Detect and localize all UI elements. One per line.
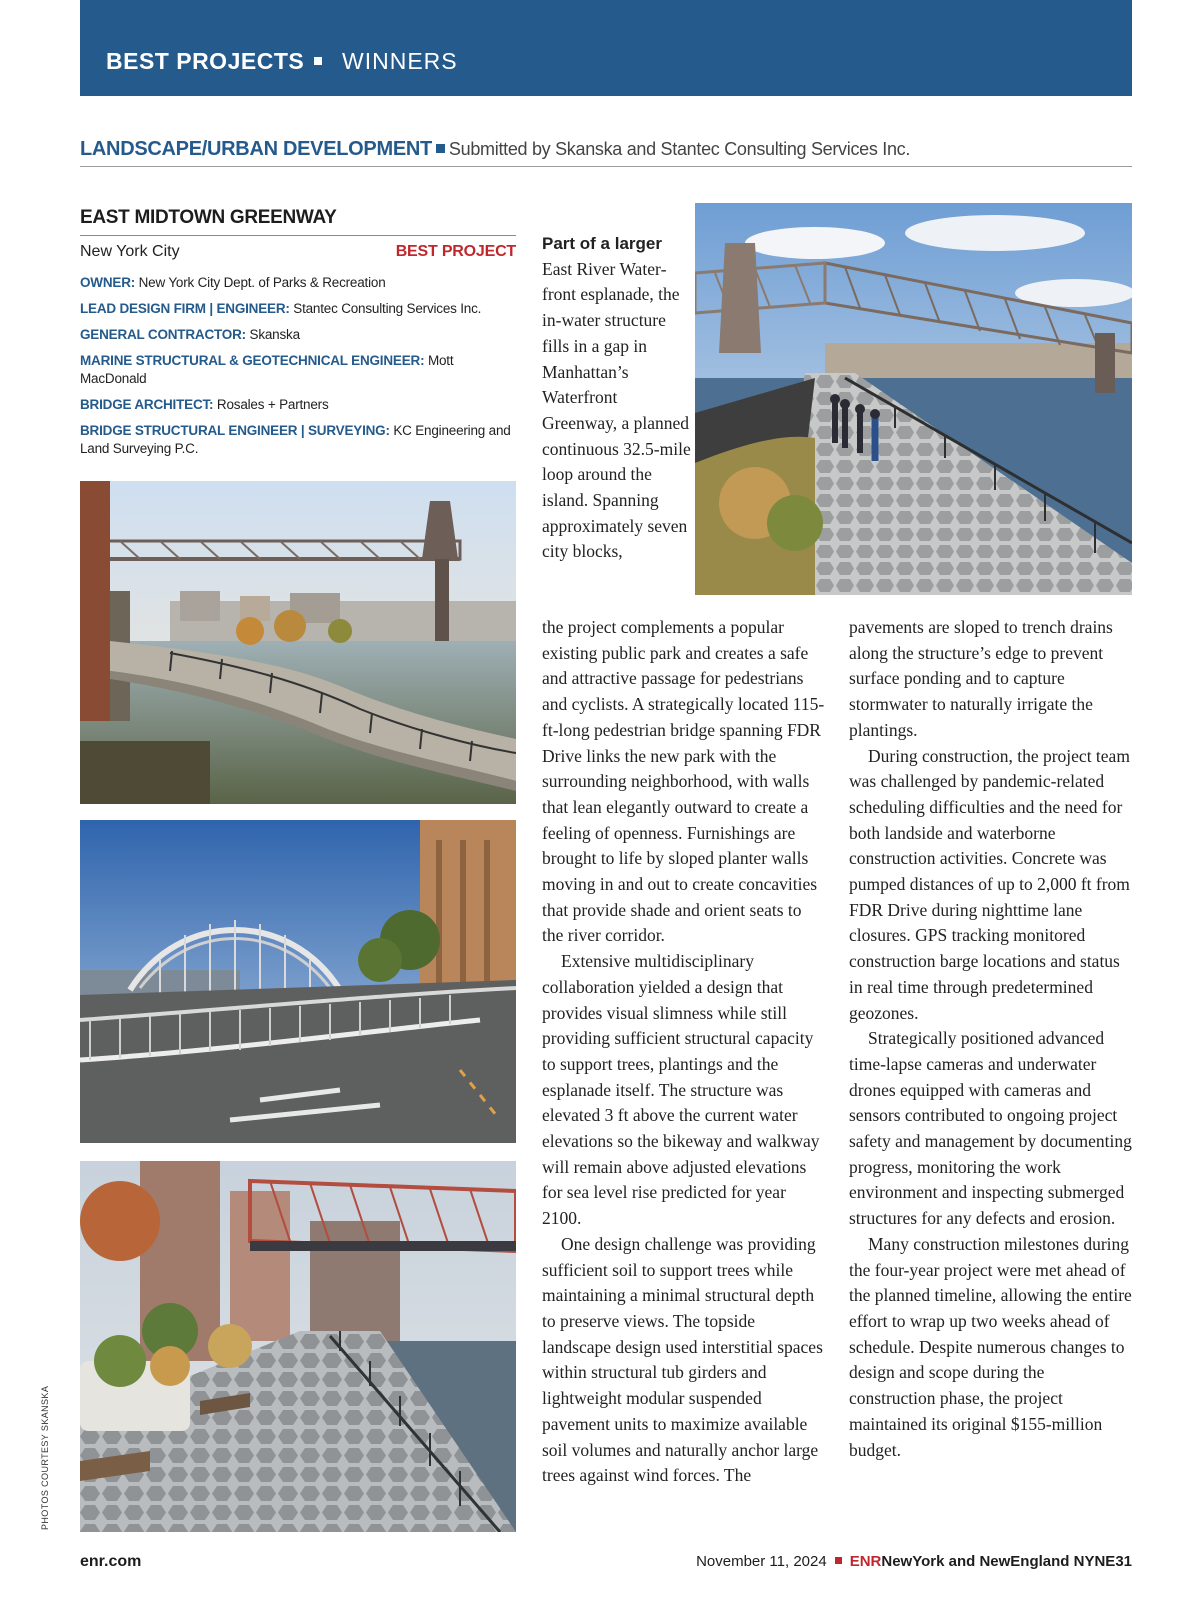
section-title: BEST PROJECTS [106, 48, 305, 74]
photo-credit: PHOTOS COURTESY SKANSKA [40, 1385, 50, 1530]
photo-paved-walkway [80, 1161, 516, 1532]
section-banner [80, 0, 1132, 96]
credit-item [80, 274, 516, 292]
best-project-badge: BEST PROJECT [395, 243, 516, 260]
category-line [80, 138, 1132, 167]
project-location: New York City [80, 243, 180, 260]
page-number: NYNE31 [1073, 1553, 1132, 1570]
category-title: LANDSCAPE/URBAN DEVELOPMENT [80, 138, 432, 160]
credit-role: LEAD DESIGN FIRM | ENGINEER: [80, 301, 290, 316]
footer-publication: NewYork and NewEngland [881, 1553, 1070, 1570]
photo-pedestrian-bridge [80, 820, 516, 1143]
credit-value: Stantec Consulting Services Inc. [293, 301, 482, 316]
photo-curved-esplanade [80, 481, 516, 804]
footer-date: November 11, 2024 [696, 1553, 827, 1570]
credit-value: New York City Dept. of Parks & Recreation [138, 275, 386, 290]
credit-value: Rosales + Partners [216, 397, 329, 412]
location-row [80, 240, 516, 270]
credit-value: Skanska [249, 327, 300, 342]
article-column-a [542, 615, 827, 1489]
lead-in: Part of a larger [542, 234, 662, 253]
credit-item [80, 300, 516, 318]
footer-brand: ENR [849, 1553, 882, 1570]
credit-value: KC Engineering and Land Surveying P.C. [80, 423, 511, 456]
project-info [80, 207, 516, 466]
category-separator [436, 144, 445, 153]
intro-text: East River Waterfront esplanade, the in-water structure fills in a gap in Manhattan’s Waterfront Greenway, a planned continuous 32.5-mile loop around the island. Spanning approximately seven city blocks, [542, 258, 691, 562]
credit-item [80, 326, 516, 344]
credit-role: GENERAL CONTRACTOR: [80, 327, 246, 342]
credit-role: BRIDGE ARCHITECT: [80, 397, 214, 412]
credit-item [80, 352, 516, 388]
submitted-by: Submitted by Skanska and Stantec Consulting Services Inc. [448, 139, 911, 159]
paragraph: pavements are sloped to trench drains along the structure’s edge to prevent surface ponding and to capture stormwater to naturally irrigate the plantings. [849, 617, 1113, 740]
footer-separator [835, 1557, 842, 1564]
credit-role: MARINE STRUCTURAL & GEOTECHNICAL ENGINEER: [80, 353, 425, 368]
photo-river-walkway [695, 203, 1132, 595]
paragraph: During construction, the project team was challenged by pandemic-related scheduling difficulties and the need for both landside and waterborne construction activities. Concrete was pumped distances of up to 2,000 ft from FDR Drive during nighttime lane closures. GPS tracking monitored construction barge locations and status in real time through predetermined geozones. [849, 745, 1130, 1023]
footer-site: enr.com [80, 1553, 142, 1570]
credits-list [80, 274, 516, 458]
paragraph: Extensive multidisciplinary collaboration yielded a design that provides visual slimness while still providing sufficient structural capacity to support trees, plantings and the esplanade itself. The structure was elevated 3 ft above the current water elevations so the bikeway and walkway will remain above adjusted elevations for sea level rise predicted for year 2100. [542, 951, 820, 1229]
subsection-title: WINNERS [342, 48, 458, 74]
credit-role: BRIDGE STRUCTURAL ENGINEER | SURVEYING: [80, 423, 390, 438]
project-title: EAST MIDTOWN GREENWAY [80, 207, 516, 236]
paragraph: Strategically positioned advanced time-lapse cameras and underwater drones equipped with cameras and sensors contributed to ongoing project safety and management by documenting progress, monitoring the work environment and inspecting submerged structures for any defects and erosion. [849, 1028, 1132, 1229]
paragraph: One design challenge was providing sufficient soil to support trees while maintaining a minimal structural depth to preserve views. The topside landscape design used interstitial spaces within structural tub girders and lightweight modular suspended pavement units to maximize available soil volumes and naturally anchor large trees against wind forces. The [542, 1233, 823, 1486]
paragraph: the project complements a popular existing public park and creates a safe and attractive passage for pedestrians and cyclists. A strategically located 115-ft-long pedestrian bridge spanning FDR Drive links the new park with the surrounding neighborhood, with walls that lean elegantly outward to create a feeling of openness. Furnishings are brought to life by sloped planter walls moving in and out to create concavities that provide shade and orient seats to the river corridor. [542, 617, 825, 946]
credit-value: Mott MacDonald [80, 353, 454, 386]
article-column-b [849, 615, 1134, 1463]
article-intro [542, 231, 692, 565]
paragraph: Many construction milestones during the four-year project were met ahead of the planned timeline, allowing the entire effort to wrap up two weeks ahead of schedule. Despite numerous changes to design and scope during the construction phase, the project maintained its original $155-million budget. [849, 1233, 1132, 1460]
credit-item [80, 396, 516, 414]
banner-separator [314, 57, 322, 65]
credit-role: OWNER: [80, 275, 136, 290]
footer-info [696, 1553, 1132, 1570]
credit-item [80, 422, 516, 458]
